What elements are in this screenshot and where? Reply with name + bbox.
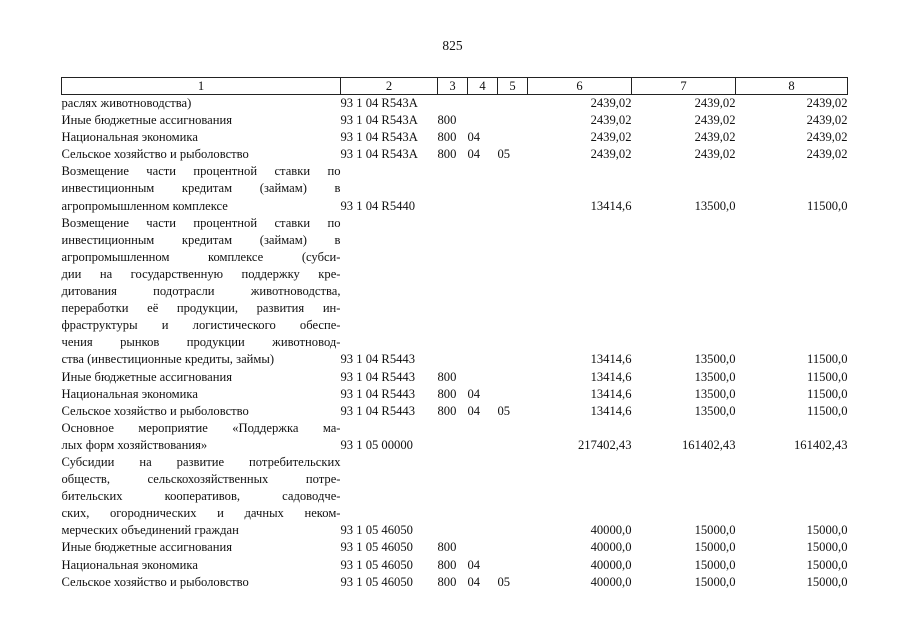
row-name xyxy=(62,112,341,129)
row-pr: 05 xyxy=(497,147,511,162)
row-rz: 04 xyxy=(467,557,481,572)
row-pr xyxy=(498,539,528,556)
row-vr: 800 xyxy=(437,574,457,589)
row-rz: 04 xyxy=(467,147,481,162)
row-vr xyxy=(438,215,468,369)
row-value-6: 40000,0 xyxy=(590,557,632,572)
row-name xyxy=(62,95,341,113)
row-name-line: обществ, сельскохозяйственных потре- xyxy=(61,472,341,487)
header-col-2: 2 xyxy=(341,78,438,95)
row-rz xyxy=(468,420,498,454)
row-rz: 04 xyxy=(467,403,481,418)
row-value-6: 2439,02 xyxy=(590,113,632,128)
row-vr xyxy=(438,454,468,539)
row-value-7: 15000,0 xyxy=(694,574,736,589)
row-name-line: Национальная экономика xyxy=(61,386,198,401)
header-col-1: 1 xyxy=(62,78,341,95)
row-value-7: 2439,02 xyxy=(694,147,736,162)
row-vr xyxy=(438,420,468,454)
row-value-8: 2439,02 xyxy=(806,147,848,162)
row-name xyxy=(62,539,341,556)
row-code: 93 1 04 R5443 xyxy=(340,352,416,367)
row-name-line: Иные бюджетные ассигнования xyxy=(61,369,233,384)
table-row xyxy=(62,539,848,556)
row-rz xyxy=(468,369,498,386)
row-pr: 05 xyxy=(497,403,511,418)
row-pr xyxy=(498,163,528,214)
row-name-line: инвестиционным кредитам (займам) в xyxy=(61,232,341,247)
row-name-line: агропромышленном комплексе (субси- xyxy=(61,249,341,264)
row-value-6: 2439,02 xyxy=(590,147,632,162)
row-value-7: 2439,02 xyxy=(694,96,736,110)
row-value-6: 40000,0 xyxy=(590,574,632,589)
row-vr: 800 xyxy=(437,557,457,572)
row-value-7: 161402,43 xyxy=(681,437,736,452)
table-row xyxy=(62,112,848,129)
row-pr xyxy=(498,454,528,539)
row-vr: 800 xyxy=(437,130,457,145)
row-value-8: 2439,02 xyxy=(806,96,848,110)
row-value-6: 40000,0 xyxy=(590,540,632,555)
row-value-8: 2439,02 xyxy=(806,130,848,145)
row-value-7: 15000,0 xyxy=(694,557,736,572)
row-code: 93 1 05 46050 xyxy=(340,557,413,572)
page-number: 825 xyxy=(442,38,463,53)
row-value-8: 11500,0 xyxy=(807,403,848,418)
row-value-7: 13500,0 xyxy=(694,369,736,384)
row-name xyxy=(62,369,341,386)
row-vr: 800 xyxy=(437,403,457,418)
row-value-6: 13414,6 xyxy=(590,198,632,213)
row-name-line: фраструктуры и логистического обеспе- xyxy=(61,318,341,333)
row-name-line: Основное мероприятие «Поддержка ма- xyxy=(61,420,341,435)
row-value-6: 13414,6 xyxy=(590,352,632,367)
header-col-3: 3 xyxy=(438,78,468,95)
row-vr xyxy=(438,163,468,214)
row-value-8: 15000,0 xyxy=(806,557,848,572)
row-name-line: раслях животноводства) xyxy=(61,96,192,110)
row-code: 93 1 05 46050 xyxy=(340,540,413,555)
table-row xyxy=(62,95,848,113)
row-rz: 04 xyxy=(467,574,481,589)
row-pr xyxy=(498,129,528,146)
row-value-6: 13414,6 xyxy=(590,386,632,401)
row-value-7: 2439,02 xyxy=(694,130,736,145)
row-value-6: 217402,43 xyxy=(577,437,632,452)
row-name-line: Национальная экономика xyxy=(61,557,198,572)
header-col-7: 7 xyxy=(632,78,736,95)
row-value-8: 15000,0 xyxy=(806,523,848,538)
row-code: 93 1 04 R543A xyxy=(340,96,418,110)
row-value-6: 40000,0 xyxy=(590,523,632,538)
row-code: 93 1 04 R543A xyxy=(340,130,418,145)
row-name-line: агропромышленном комплексе xyxy=(61,198,228,213)
row-name-line: Возмещение части процентной ставки по xyxy=(61,215,341,230)
row-name-line: лых форм хозяйствования» xyxy=(61,437,208,452)
row-value-6: 2439,02 xyxy=(590,130,632,145)
row-value-8: 11500,0 xyxy=(807,369,848,384)
row-vr xyxy=(438,95,468,113)
row-pr xyxy=(498,215,528,369)
row-pr xyxy=(498,420,528,454)
table-row xyxy=(62,557,848,574)
row-rz: 04 xyxy=(467,130,481,145)
row-code: 93 1 05 00000 xyxy=(340,437,413,452)
row-name xyxy=(62,146,341,163)
row-value-6: 2439,02 xyxy=(590,96,632,110)
row-vr: 800 xyxy=(437,113,457,128)
row-name xyxy=(62,386,341,403)
row-pr xyxy=(498,112,528,129)
row-name-line: ских, огороднических и дачных неком- xyxy=(61,506,341,521)
row-vr: 800 xyxy=(437,386,457,401)
row-value-7: 13500,0 xyxy=(694,352,736,367)
row-rz xyxy=(468,95,498,113)
row-code: 93 1 05 46050 xyxy=(340,574,413,589)
row-name-line: Сельское хозяйство и рыболовство xyxy=(61,574,249,589)
row-name-line: Сельское хозяйство и рыболовство xyxy=(61,403,249,418)
row-name xyxy=(62,215,341,369)
row-name xyxy=(62,574,341,591)
row-name xyxy=(62,163,341,214)
row-value-8: 15000,0 xyxy=(806,540,848,555)
table-row xyxy=(62,574,848,591)
row-name-line: мерческих объединений граждан xyxy=(61,523,239,538)
row-rz xyxy=(468,112,498,129)
row-rz xyxy=(468,539,498,556)
row-value-6: 13414,6 xyxy=(590,369,632,384)
row-pr xyxy=(498,557,528,574)
row-rz xyxy=(468,454,498,539)
row-value-7: 13500,0 xyxy=(694,386,736,401)
row-vr: 800 xyxy=(437,369,457,384)
row-pr xyxy=(498,386,528,403)
row-value-8: 15000,0 xyxy=(806,574,848,589)
table-row xyxy=(62,420,848,454)
table-row xyxy=(62,386,848,403)
header-col-6: 6 xyxy=(528,78,632,95)
row-name-line: чения рынков продукции животновод- xyxy=(61,335,341,350)
table-row xyxy=(62,403,848,420)
row-code: 93 1 05 46050 xyxy=(340,523,413,538)
row-value-7: 13500,0 xyxy=(694,198,736,213)
table-row xyxy=(62,215,848,369)
row-vr: 800 xyxy=(437,147,457,162)
row-name-line: Возмещение части процентной ставки по xyxy=(61,164,341,179)
table-header xyxy=(62,78,848,95)
budget-table xyxy=(61,77,848,591)
row-value-6: 13414,6 xyxy=(590,403,632,418)
row-value-7: 2439,02 xyxy=(694,113,736,128)
row-value-7: 15000,0 xyxy=(694,523,736,538)
table-row xyxy=(62,146,848,163)
row-pr xyxy=(498,369,528,386)
table-row xyxy=(62,454,848,539)
row-name xyxy=(62,129,341,146)
row-vr: 800 xyxy=(437,540,457,555)
row-code: 93 1 04 R5443 xyxy=(340,369,416,384)
row-code: 93 1 04 R5440 xyxy=(340,198,416,213)
table-row xyxy=(62,163,848,214)
table-row xyxy=(62,369,848,386)
row-name xyxy=(62,403,341,420)
row-code: 93 1 04 R5443 xyxy=(340,403,416,418)
row-value-7: 15000,0 xyxy=(694,540,736,555)
row-name xyxy=(62,454,341,539)
header-row xyxy=(62,78,848,95)
row-rz xyxy=(468,215,498,369)
row-name-line: инвестиционным кредитам (займам) в xyxy=(61,181,341,196)
table-body xyxy=(62,95,848,591)
row-name-line: дитования подотрасли животноводства, xyxy=(61,284,341,299)
row-name-line: ства (инвестиционные кредиты, займы) xyxy=(61,352,275,367)
row-code: 93 1 04 R5443 xyxy=(340,386,416,401)
row-pr xyxy=(498,95,528,113)
row-code: 93 1 04 R543A xyxy=(340,113,418,128)
row-name-line: Сельское хозяйство и рыболовство xyxy=(61,147,249,162)
row-code: 93 1 04 R543A xyxy=(340,147,418,162)
row-name-line: Субсидии на развитие потребительских xyxy=(61,454,341,469)
row-value-7: 13500,0 xyxy=(694,403,736,418)
header-col-8: 8 xyxy=(736,78,848,95)
row-value-8: 11500,0 xyxy=(807,386,848,401)
row-value-8: 2439,02 xyxy=(806,113,848,128)
row-name-line: бительских кооперативов, садоводче- xyxy=(61,489,341,504)
row-pr: 05 xyxy=(497,574,511,589)
row-name-line: Иные бюджетные ассигнования xyxy=(61,113,233,128)
row-name-line: Национальная экономика xyxy=(61,130,198,145)
row-name-line: дии на государственную поддержку кре- xyxy=(61,266,341,281)
row-value-8: 161402,43 xyxy=(793,437,848,452)
table-row xyxy=(62,129,848,146)
row-value-8: 11500,0 xyxy=(807,198,848,213)
row-rz xyxy=(468,163,498,214)
header-col-4: 4 xyxy=(468,78,498,95)
row-name-line: Иные бюджетные ассигнования xyxy=(61,540,233,555)
row-rz: 04 xyxy=(467,386,481,401)
row-value-8: 11500,0 xyxy=(807,352,848,367)
row-name-line: переработки её продукции, развития ин- xyxy=(61,301,341,316)
header-col-5: 5 xyxy=(498,78,528,95)
row-name xyxy=(62,420,341,454)
row-name xyxy=(62,557,341,574)
